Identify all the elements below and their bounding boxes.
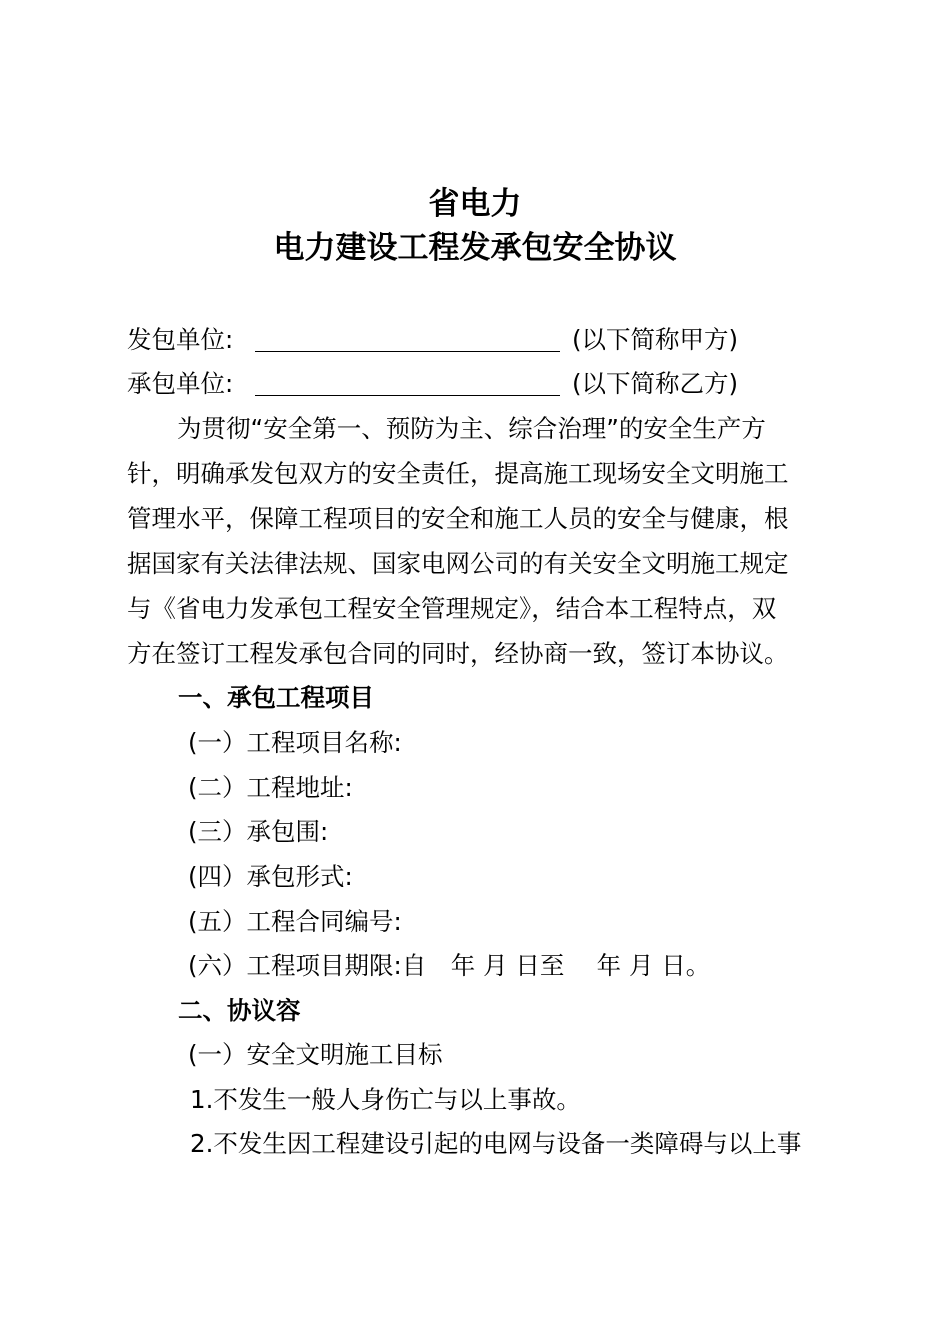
section2-item: 1.不发生一般人身伤亡与以上事故。 <box>190 1085 581 1114</box>
employer-label: 发包单位: <box>127 325 234 354</box>
intro-line: 与《省电力发承包工程安全管理规定》，结合本工程特点，双 <box>127 594 777 623</box>
section1-item: (一）工程项目名称: <box>188 728 402 757</box>
intro-line: 管理水平，保障工程项目的安全和施工人员的安全与健康，根 <box>127 504 789 533</box>
contractor-note: (以下简称乙方) <box>572 369 739 398</box>
employer-note: (以下简称甲方) <box>572 325 739 354</box>
section1-item: (六）工程项目期限:自 年 月 日至 年 月 日。 <box>188 951 711 980</box>
section2-item: 2.不发生因工程建设引起的电网与设备一类障碍与以上事 <box>190 1129 802 1158</box>
section1-item: (五）工程合同编号: <box>188 907 402 936</box>
contractor-blank-line <box>255 395 560 396</box>
intro-line: 针，明确承发包双方的安全责任，提高施工现场安全文明施工 <box>127 459 789 488</box>
section2-heading: 二、协议容 <box>178 996 301 1025</box>
section1-heading: 一、承包工程项目 <box>178 683 374 712</box>
section2-subheading: (一）安全文明施工目标 <box>188 1040 443 1069</box>
intro-line: 据国家有关法律法规、国家电网公司的有关安全文明施工规定 <box>127 549 789 578</box>
section1-item: (三）承包围: <box>188 817 329 846</box>
section1-item: (二）工程地址: <box>188 773 353 802</box>
contractor-label: 承包单位: <box>127 369 234 398</box>
section1-item: (四）承包形式: <box>188 862 353 891</box>
document-title-line2: 电力建设工程发承包安全协议 <box>273 230 677 266</box>
document-title-line1: 省电力 <box>428 186 522 222</box>
intro-line: 方在签订工程发承包合同的同时，经协商一致，签订本协议。 <box>127 639 789 668</box>
employer-blank-line <box>255 351 560 352</box>
intro-line: 为贯彻“安全第一、预防为主、综合治理”的安全生产方 <box>177 414 766 443</box>
